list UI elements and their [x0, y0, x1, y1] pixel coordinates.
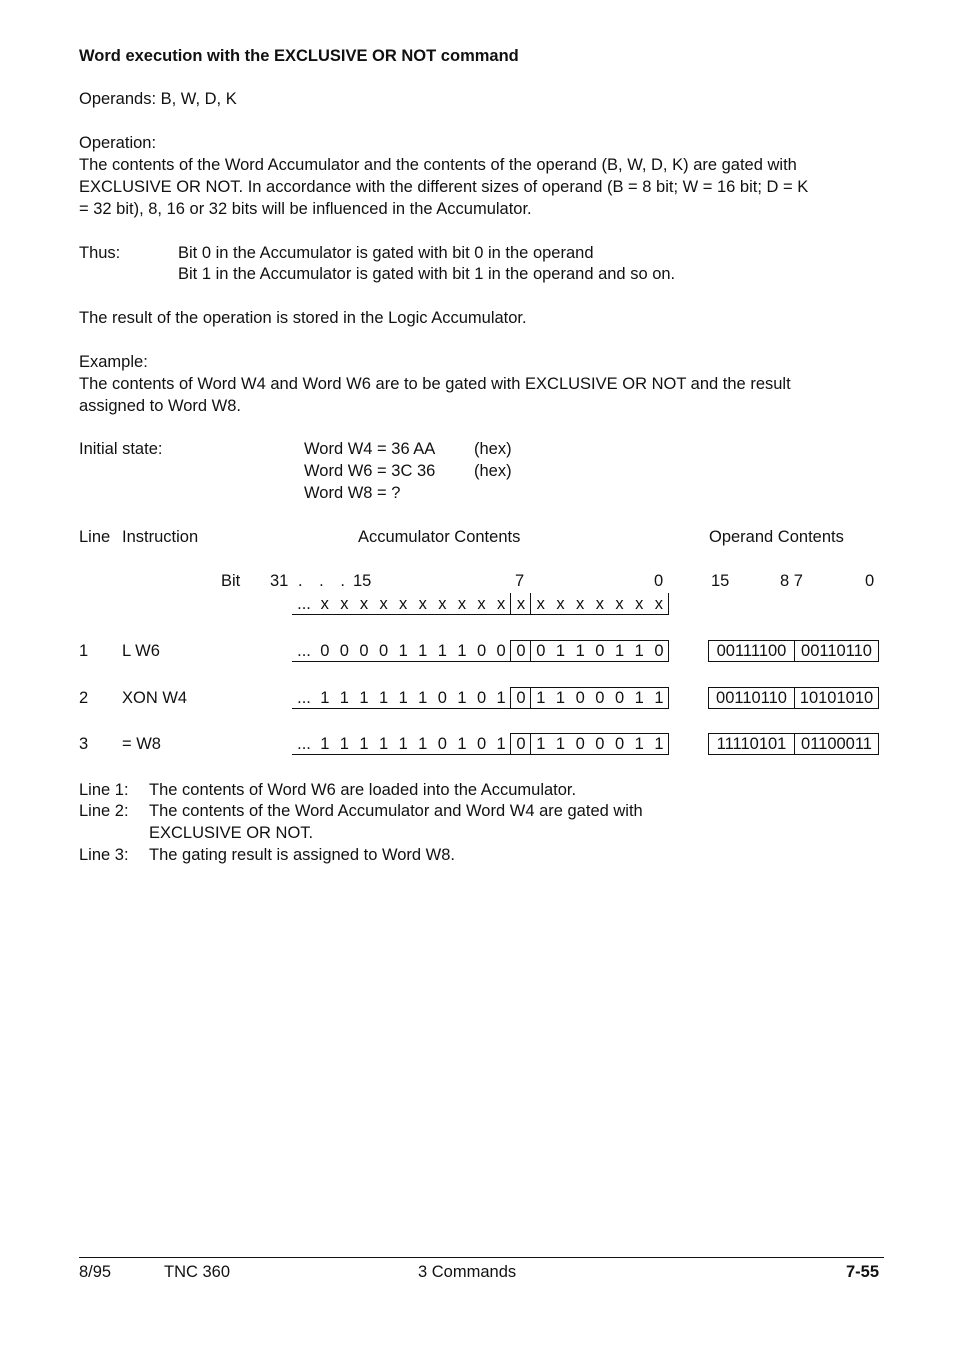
row-line-number: 1 — [79, 642, 89, 660]
bit-label: Bit — [221, 572, 241, 590]
acc-bit: 0 — [516, 735, 526, 753]
acc-bit: 1 — [437, 642, 447, 660]
footer-date: 8/95 — [79, 1263, 112, 1281]
acc-bit: x — [477, 595, 486, 613]
note-text: The contents of Word W6 are loaded into the Accumulator. — [149, 781, 577, 799]
operand-high-byte: 00111100 — [716, 642, 787, 660]
acc-bit: 1 — [359, 735, 369, 753]
operand-low-byte: 00110110 — [801, 642, 872, 660]
column-header-operand: Operand Contents — [709, 528, 844, 546]
initial-word: Word W4 = 36 AA — [304, 440, 436, 458]
row-instruction: = W8 — [122, 735, 161, 753]
footer-chapter: 3 Commands — [418, 1263, 517, 1281]
acc-bit: 1 — [634, 689, 644, 707]
acc-prefix: ... — [297, 595, 311, 613]
acc-bit: 0 — [496, 642, 506, 660]
acc-bit: 1 — [398, 642, 408, 660]
initial-word-unit: (hex) — [474, 462, 512, 480]
acc-bit: 0 — [339, 642, 349, 660]
initial-word-unit: (hex) — [474, 440, 512, 458]
column-header-instruction: Instruction — [122, 528, 199, 546]
acc-bit: 0 — [516, 689, 526, 707]
acc-bit: x — [615, 595, 624, 613]
op-bit-15: 15 — [711, 572, 730, 590]
acc-bit: 0 — [536, 642, 546, 660]
acc-bit: 0 — [575, 689, 585, 707]
acc-bit: 1 — [359, 689, 369, 707]
thus-line: Bit 0 in the Accumulator is gated with bit 0 in the operand — [178, 244, 594, 262]
acc-bit: 0 — [614, 689, 625, 707]
acc-bit: 0 — [476, 642, 487, 660]
example-line: assigned to Word W8. — [79, 397, 242, 415]
thus-line: Bit 1 in the Accumulator is gated with bit 1 in the operand and so on. — [178, 265, 676, 283]
acc-bit: 1 — [320, 735, 330, 753]
result-text: The result of the operation is stored in the Logic Accumulator. — [79, 309, 527, 327]
acc-bit-31: 31 — [270, 572, 289, 590]
acc-prefix: ... — [297, 735, 311, 753]
acc-bit: 1 — [614, 642, 625, 660]
note-label: Line 2: — [79, 802, 129, 820]
acc-bit: 1 — [457, 642, 467, 660]
acc-bit: 0 — [614, 735, 625, 753]
acc-bit: 1 — [555, 642, 566, 660]
acc-bit: 1 — [378, 735, 389, 753]
initial-word: Word W8 = ? — [304, 484, 401, 502]
acc-bit: 1 — [634, 735, 644, 753]
acc-bit: 1 — [418, 735, 428, 753]
acc-bit: 1 — [555, 689, 566, 707]
acc-bit: x — [536, 595, 545, 613]
acc-bit: x — [399, 595, 408, 613]
acc-bit: x — [320, 595, 329, 613]
acc-bit: 0 — [437, 689, 447, 707]
row-line-number: 3 — [79, 735, 89, 753]
op-bit-0: 0 — [865, 572, 875, 590]
acc-bit: x — [654, 595, 664, 613]
acc-bit: 1 — [634, 642, 644, 660]
acc-bit: 0 — [595, 735, 605, 753]
initial-state-label: Initial state: — [79, 440, 163, 458]
acc-bit: 0 — [476, 689, 487, 707]
acc-bit-dots: . . . — [298, 572, 351, 590]
acc-bit-0: 0 — [654, 572, 664, 590]
acc-bit: x — [438, 595, 447, 613]
acc-bit: 1 — [575, 642, 585, 660]
operand-high-byte: 11110101 — [716, 735, 787, 753]
operation-line: EXCLUSIVE OR NOT. In accordance with the different sizes of operand (B = 8 bit; W = 16 bit; D = K — [79, 178, 809, 196]
acc-bit: 0 — [378, 642, 389, 660]
acc-bit: 0 — [595, 689, 605, 707]
acc-bit: x — [516, 595, 526, 613]
acc-bit: x — [418, 595, 427, 613]
acc-bit: 1 — [536, 735, 546, 753]
acc-bit: 1 — [555, 735, 566, 753]
acc-bit: 0 — [654, 642, 664, 660]
footer-page-number: 7-55 — [845, 1263, 879, 1281]
acc-bit: 1 — [398, 689, 408, 707]
acc-bit: 0 — [595, 642, 605, 660]
acc-bit: 1 — [654, 689, 664, 707]
acc-bit: x — [340, 595, 349, 613]
acc-bit: x — [556, 595, 565, 613]
operands-text: Operands: B, W, D, K — [79, 90, 237, 108]
acc-bit: 1 — [536, 689, 546, 707]
acc-bit: 1 — [418, 689, 428, 707]
acc-bit: 1 — [378, 689, 389, 707]
acc-prefix: ... — [297, 642, 311, 660]
acc-bit: 1 — [339, 735, 349, 753]
acc-bit: 0 — [359, 642, 369, 660]
initial-word: Word W6 = 3C 36 — [304, 462, 436, 480]
thus-label: Thus: — [79, 244, 121, 262]
note-text: The contents of the Word Accumulator and Word W4 are gated with — [149, 802, 643, 820]
op-bit-8-7: 8 7 — [780, 572, 803, 590]
note-text: The gating result is assigned to Word W8. — [149, 846, 456, 864]
acc-bit: 1 — [398, 735, 408, 753]
acc-bit: 1 — [457, 735, 467, 753]
operand-high-byte: 00110110 — [716, 689, 787, 707]
operation-line: The contents of the Word Accumulator and the contents of the operand (B, W, D, K) are gated with — [79, 156, 797, 174]
operation-line: = 32 bit), 8, 16 or 32 bits will be influenced in the Accumulator. — [79, 200, 532, 218]
operand-low-byte: 01100011 — [801, 735, 872, 753]
acc-bit: 1 — [320, 689, 330, 707]
page-heading: Word execution with the EXCLUSIVE OR NOT command — [79, 47, 519, 65]
operation-label: Operation: — [79, 134, 157, 152]
acc-bit: x — [576, 595, 585, 613]
acc-bit: x — [359, 595, 369, 613]
acc-bit: 1 — [654, 735, 664, 753]
acc-bit: 1 — [457, 689, 467, 707]
acc-bit: x — [635, 595, 644, 613]
note-label: Line 3: — [79, 846, 129, 864]
column-header-accumulator: Accumulator Contents — [358, 528, 521, 546]
acc-bit: 0 — [575, 735, 585, 753]
acc-bit-7: 7 — [515, 572, 525, 590]
acc-bit: 1 — [496, 735, 506, 753]
acc-bit: 0 — [320, 642, 330, 660]
acc-bit: 1 — [496, 689, 506, 707]
footer-rule — [79, 1257, 884, 1258]
note-text: EXCLUSIVE OR NOT. — [149, 824, 314, 842]
acc-bit: 1 — [418, 642, 428, 660]
note-label: Line 1: — [79, 781, 129, 799]
row-instruction: XON W4 — [122, 689, 188, 707]
acc-bit: x — [457, 595, 467, 613]
acc-bit: 1 — [339, 689, 349, 707]
column-header-line: Line — [79, 528, 111, 546]
row-line-number: 2 — [79, 689, 89, 707]
operand-low-byte: 10101010 — [799, 689, 874, 707]
example-line: The contents of Word W4 and Word W6 are to be gated with EXCLUSIVE OR NOT and the result — [79, 375, 791, 393]
acc-bit: 0 — [437, 735, 447, 753]
acc-bit-15: 15 — [353, 572, 372, 590]
row-instruction: L W6 — [122, 642, 160, 660]
acc-bit: x — [497, 595, 506, 613]
acc-bit: 0 — [516, 642, 526, 660]
acc-prefix: ... — [297, 689, 311, 707]
acc-bit: x — [595, 595, 604, 613]
acc-bit: 0 — [476, 735, 487, 753]
footer-model: TNC 360 — [164, 1263, 231, 1281]
example-label: Example: — [79, 353, 148, 371]
acc-bit: x — [379, 595, 388, 613]
